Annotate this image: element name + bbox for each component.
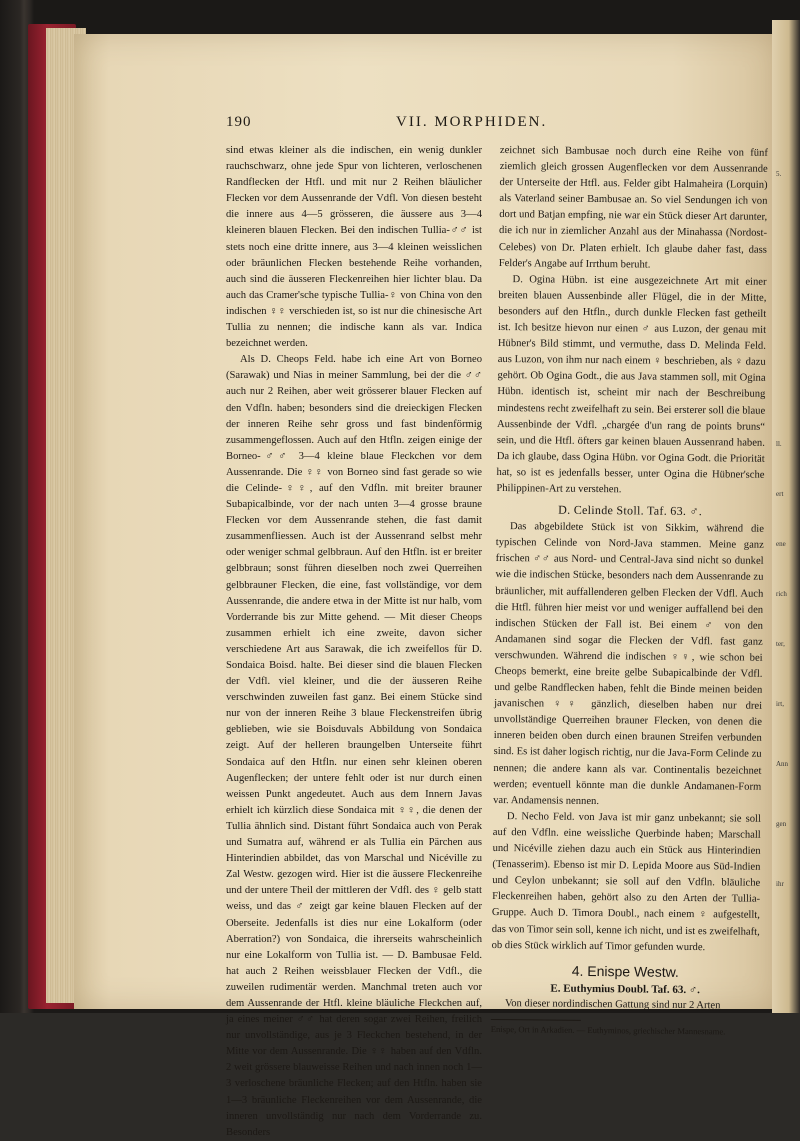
edge-fragment: ert xyxy=(776,490,784,498)
right-column xyxy=(491,143,768,1038)
facing-page-edge xyxy=(772,20,800,1013)
edge-fragment: ihr xyxy=(776,880,784,888)
species-heading-celinde: D. Celinde Stoll. Taf. 63. ♂. xyxy=(558,502,703,519)
edge-fragment: 5. xyxy=(776,170,782,178)
footnote-rule xyxy=(491,1019,581,1021)
paragraph: Das abgebildete Stück ist von Sikkim, während die typischen Celinde von Nord-Java stammen. Meine ganz frischen ♂♂ aus Nord- und Central-Java sind nicht so dunkel wie die indischen Stücke, besonders nach dem Aussenrande zu bräunlicher, mit auffallenderen gelben Flecken der Vdfl. Auch die Htfl. führen hier meist vor und weniger auffallend bei den indischen Stücken der Fall ist. Bei einem ♂ von den Andamanen sind sogar die Flecken der Vdfl. fast ganz verschwunden. Während die indischen ♀♀, wie schon bei Cheops bemerkt, eine breite gelbe Subapicalbinde der Vdfl. und gelbe Randflecken haben, fehlt die Binde meinen beiden javanischen ♀♀ gänzlich, dieselben haben nur drei unvollständige Querreihen brauner Flecken, von denen die inneren beiden oben durch einen braunen Streifen verbunden sind. Es ist daher logisch richtig, nur die Java-Form Celinde zu nennen; die andere kann als var. Continentalis bezeichnet werden; eventuell könnte man die dunkle Andamanen-Form var. Andamensis nennen. xyxy=(493,521,765,807)
paragraph: Von dieser nordindischen Gattung sind nur 2 Arten xyxy=(504,997,721,1012)
paragraph: D. Ogina Hübn. ist eine ausgezeichnete Art mit einer breiten blauen Aussenbinde aller Flügel, die in der Mitte, besonders auf den Htfln., durch dunkle Flecken fast getheilt ist. Ich besitze hievon nur einen ♂ aus Luzon, der genau mit Hübner's Bild stimmt, und vermuthe, dass D. Melinda Feld. aus Luzon, von ihm nur nach einem ♀ beschrieben, als ♀ dazu gehört. Ob Ogina Godt., die aus Java stammen soll, mit Ogina Hübn. identisch ist, scheint mir nach der Beschreibung mindestens recht zweifelhaft zu sein. Bei ersterer soll die blaue Aussenbinde der Vdfl. „chargée d'un rang de points bruns“ sein, und die Htfl. öfters gar keinen blauen Aussenrand haben. Da ich glaube, dass Ogina Hübn. vor Ogina Godt. die Priorität hat, so ist es jedenfalls besser, unter Ogina die Hübner'sche Philippinen-Art zu verstehen. xyxy=(496,273,767,496)
paragraph: Als D. Cheops Feld. habe ich eine Art von Borneo (Sarawak) und Nias in meiner Sammlung, bei der die ♂♂ auch nur 2 Reihen, aber weit grösserer blauer Flecken auf den Vdfln. haben; besonders sind die dreieckigen Flecken der inneren Reihe sehr gross und fast bindenförmig zusammengeflossen. Auch auf den Htfln. zeigen einige der Borneo-♂♂ 3—4 kleine blaue Fleckchen vor dem Aussenrande. Die ♀♀ von Borneo sind fast gerade so wie die Celinde-♀♀, auf den Vdfln. mit breiter brauner Subapicalbinde, vor der nach unten 3—4 grosse braune Flecken vor dem Aussenrande stehen, die fast damit zusammenfliessen. Auch ist der Aussenrand selbst mehr oder weniger schmal gelbbraun. Auf den Htfln. ist er breiter gelbbraun; sonst führen dieselben noch zwei Querreihen gelbbrauner Flecken, die eine, fast vollständige, vor dem Aussenrande, die andere etwa in der Mitte ist nur halb, vom Vorderrande bis zur Mitte gehend. — Mit dieser Cheops zusammen erhielt ich eine zweite, davon sicher verschiedene Art aus Sarawak, die ich zweifellos für D. Sondaica Boisd. halte. Bei dieser sind die blauen Flecken der Vdfl. viel kleiner, und die der äusseren Reihe verschwinden zuweilen fast ganz. Bei einem Stücke sind nur von der inneren Reihe 3 blaue Fleckenstreifen übrig geblieben, wie sie Boisduvals Abbildung von Sondaica zeigt. Auf der helleren braungelben Unterseite führt Sondaica auf den Htfln. nur einen sehr kleinen oberen Augenflecken; der untere fehlt oder ist nur durch einen weissen Punkt angedeutet. Auch aus dem Innern Javas erhielt ich kürzlich diese Sondaica mit ♀♀, die denen der Tullia ähnlich sind. Distant führt Sondaica auch von Perak und Sumatra auf, während er als Tullia ein Pärchen aus Hinterindien abbildet, das von Marschal und Nicéville zu Zal Westw. gezogen wird. Hier ist die äussere Fleckenreihe und der untere Theil der mittleren der Vdfl. des ♀ gelb statt weiss, und das ♂ zeigt gar keine blauen Flecken auf der Oberseite. Jedenfalls ist dies nur eine Lokalform (oder Aberration?) von Sondaica, die ihrerseits wahrscheinlich nur eine Lokalform von Tullia ist. — D. Bambusae Feld. hat auch 2 Reihen weissblauer Flecken der Vdfl., die zuweilen rudimentär werden. Manchmal treten auch vor dem Aussenrande der Htfl. kleine bläuliche Fleckchen auf, ja eines meiner ♂♂ hat deren sogar zwei Reihen, freilich nur unvollständige, aus je 3 Fleckchen bestehend, in der Mitte vor dem Aussenrande. Die ♀♀ haben auf den Vdfln. 2 weit grössere blauweisse Reihen und nach innen noch 1—3 verloschene bräunliche Flecken; auf den Htfln. haben sie 1—3 bräunliche Fleckenreihen vor dem Aussenrande, die inneren unvollständig nur nach dem Vorderrande zu. Besonders xyxy=(226,354,482,1138)
edge-fragment: rich xyxy=(776,590,787,598)
page-number: 190 xyxy=(226,114,252,130)
species-heading-euthymius: E. Euthymius Doubl. Taf. 63. ♂. xyxy=(550,982,700,996)
paragraph: zeichnet sich Bambusae noch durch eine Reihe von fünf ziemlich gleich grossen Augenflecken vor dem Aussenrande der Unterseite der Htfl. aus. Felder gibt Halmaheira (Lorquin) als Vaterland seiner Bambusae an. So viel Sendungen ich von dort und Batjan empfing, nie war ein Stück dieser Art darunter, die ich nur in ziemlicher Anzahl aus der Minahassa (Nordost-Celebes) von Dr. Platen erhielt. Ich glaube daher fast, dass Felder's Angabe auf Irrthum beruht. xyxy=(498,144,768,271)
edge-fragment: irt, xyxy=(776,700,784,708)
section-heading: 4. Enispe Westw. xyxy=(571,962,679,980)
edge-fragment: Ann xyxy=(776,760,789,768)
edge-fragment: ll. xyxy=(776,440,782,448)
left-column xyxy=(226,143,482,1141)
page-header xyxy=(226,114,762,136)
paragraph: D. Necho Feld. von Java ist mir ganz unbekannt; sie soll auf den Vdfln. eine weissliche Querbinde haben; Marschall und Nicéville ziehen dazu auch ein Stück aus Hinterindien (Tenasserim). Ebenso ist mir D. Lepida Moore aus Süd-Indien und Ceylon unbekannt; sie soll auf den Vdfln. bläuliche Fleckenreihen haben, gehört also zu den Arten der Tullia-Gruppe. Auch D. Timora Doubl., nach einem ♀ aufgestellt, das von Timor sein soll, kenne ich nicht, und ist es zweifelhaft, ob dies Stück wirklich auf Timor gefunden wurde. xyxy=(491,810,761,953)
edge-fragment: ter, xyxy=(776,640,785,648)
paragraph: sind etwas kleiner als die indischen, ein wenig dunkler rauchschwarz, ohne jede Spur von lichteren, verloschenen Randflecken der Htfl. und mit nur 2 Reihen bläulicher Flecken vor dem Aussenrande der Vdfl. Von diesen besteht die innere aus 4—5 grösseren, die äussere aus 3—4 kleineren blauen Flecken. Bei den indischen Tullia-♂♂ ist stets noch eine dritte innere, aus 3—4 kleinen weisslichen oder bräunlichen Flecken bestehende Reihe vorhanden, auch sind die äusseren Fleckenreihen hier lichter blau. Da auch das Cramer'sche typische Tullia-♀ von China von den indischen ♀♀ verschieden ist, so ist nur die chinesische Art Tullia zu nennen; die indische kann als var. Indica bezeichnet werden. xyxy=(226,145,482,350)
running-title: VII. MORPHIDEN. xyxy=(396,114,548,130)
edge-fragment: gen xyxy=(776,820,787,828)
edge-fragment: ene xyxy=(776,540,786,548)
footnote: Enispe, Ort in Arkadien. — Euthyminos, griechischer Mannesname. xyxy=(490,1023,726,1037)
